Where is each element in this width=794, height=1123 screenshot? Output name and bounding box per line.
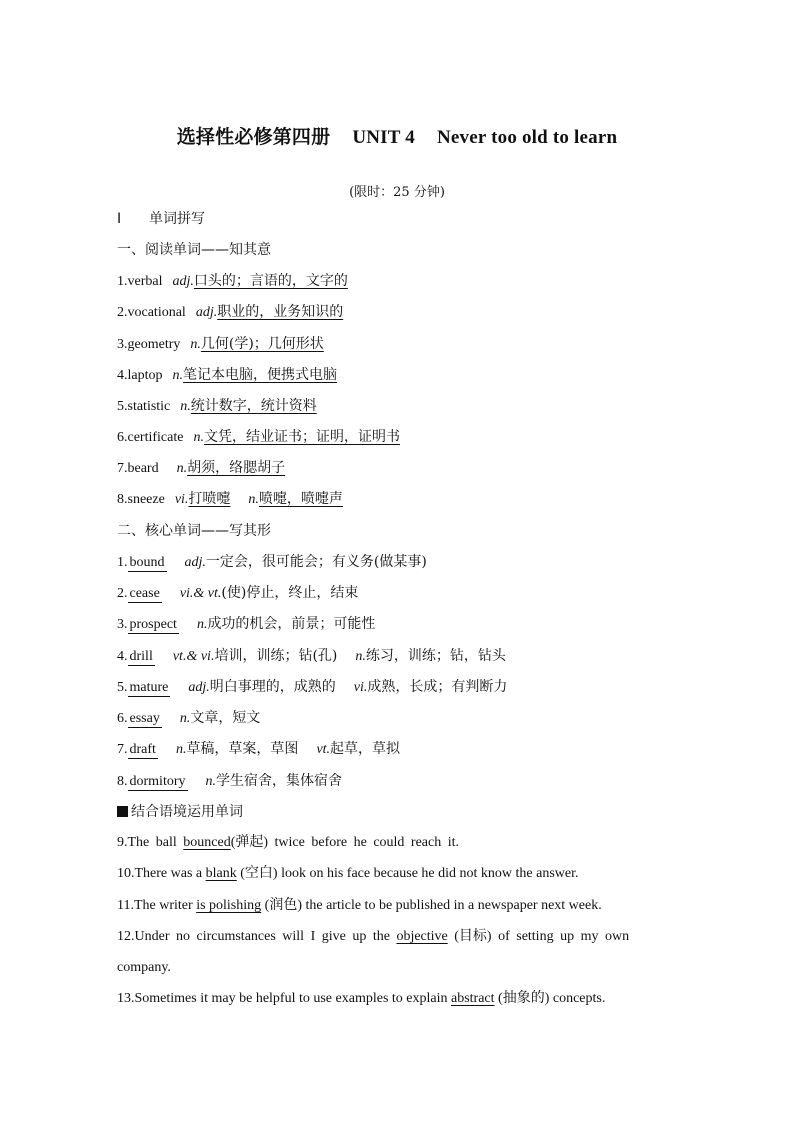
context-sentence [117,864,676,884]
meaning-answer: 打喷嚏 [188,491,231,507]
part-of-speech: vt. [316,742,331,757]
chinese-hint: (抽象的) [494,991,550,1006]
chinese-hint: (空白) [236,866,278,881]
word: certificate [127,430,184,445]
title-unit-name: Never too old to learn [436,127,618,148]
meaning-answer: 统计数字，统计资料 [190,398,317,414]
sentence-text: 12.Under no circumstances will I give up the [117,929,397,944]
reading-word-item [117,427,676,448]
part-of-speech: vi.& vt. [179,586,222,601]
part-of-speech: n. [175,742,187,757]
meaning: 草稿，草案，草图 [186,741,299,757]
meaning-answer: 职业的，业务知识的 [217,304,344,320]
sentence-answer: is polishing [196,898,262,913]
part-of-speech: n. [196,617,208,632]
sentence-text: 9.The ball [117,835,184,850]
core-word-item [117,552,676,573]
reading-word-item [117,302,676,323]
sentence-text: look on his face because he did not know the answer. [277,866,579,881]
meaning-answer: 笔记本电脑，便携式电脑 [183,367,337,383]
word-answer: cease [129,586,160,601]
word: verbal [127,274,163,289]
item-number: 5. [117,680,128,695]
sentence-text: concepts. [549,991,606,1006]
sentence-answer: abstract [451,991,495,1006]
item-number: 5. [117,399,128,414]
item-number: 2. [117,305,128,320]
item-number: 2. [117,586,128,601]
meaning: (使)停止，终止，结束 [221,585,359,601]
item-number: 3. [117,337,128,352]
item-number: 1. [117,274,128,289]
square-bullet-icon [117,806,128,817]
meaning: 成熟，长成；有判断力 [367,679,508,695]
part-of-speech: n. [248,492,259,507]
word: beard [127,461,159,476]
word-answer: essay [129,711,160,726]
meaning-answer: 几何(学)；几何形状 [200,336,324,352]
word: laptop [127,368,163,383]
word-answer: draft [129,742,156,757]
title-unit: UNIT 4 [352,127,415,148]
part-of-speech: n. [179,711,191,726]
part-of-speech: vt.& vi. [172,649,215,664]
meaning: 练习，训练；钻，钻头 [365,648,506,664]
word: sneeze [127,492,165,507]
meaning-answer: 胡须，络腮胡子 [187,460,286,476]
sentence-text: twice before he could reach it. [268,835,460,850]
part3-heading-label: 结合语境运用单词 [131,804,243,820]
word: geometry [127,337,181,352]
sentence-answer: objective [396,929,448,944]
context-sentence [117,833,676,853]
sentence-text: 11.The writer [117,898,197,913]
meaning: 一定会，很可能会；有义务(做某事) [205,554,427,570]
sentence-answer: blank [205,866,237,881]
meaning: 明白事理的，成熟的 [209,679,336,695]
item-number: 3. [117,617,128,632]
part-of-speech: n. [193,430,204,445]
meaning: 学生宿舍，集体宿舍 [216,773,342,789]
page-title [0,122,794,149]
reading-word-item [117,458,676,479]
item-number: 4. [117,649,128,664]
item-number: 7. [117,742,128,757]
context-sentence [117,896,676,916]
word-answer: prospect [129,617,177,632]
context-sentence-continued: company. [117,960,171,975]
chinese-hint: (目标) [447,929,492,944]
time-limit: (限时：25 分钟) [349,185,445,200]
word: statistic [127,399,171,414]
part-of-speech: n. [172,368,183,383]
meaning: 起草，草拟 [330,741,401,757]
sentence-text: 13.Sometimes it may be helpful to use examples to explain [117,991,451,1006]
core-word-item [117,771,676,792]
sentence-text: the article to be published in a newspaper next week. [301,898,602,913]
meaning: 培训，训练；钻(孔) [214,648,338,664]
word: vocational [127,305,186,320]
core-word-item [117,583,676,604]
context-sentence [117,989,676,1009]
chinese-hint: (弹起) [230,835,269,850]
sentence-text: of setting up my own [491,929,630,944]
item-number: 7. [117,461,128,476]
part-of-speech: adj. [172,274,194,289]
part-of-speech: n. [190,337,201,352]
meaning-answer: 喷嚏，喷嚏声 [258,491,343,507]
meaning-answer: 口头的；言语的，文字的 [193,273,348,289]
reading-word-item [117,271,676,292]
core-word-item [117,614,676,635]
core-word-item [117,739,676,760]
part-of-speech: n. [205,774,216,789]
reading-word-item [117,334,676,355]
part-of-speech: vi. [353,680,368,695]
reading-word-item [117,489,676,510]
part-of-speech: adj. [184,555,206,570]
chinese-hint: (润色) [261,898,302,913]
item-number: 6. [117,430,128,445]
word-answer: bound [129,555,165,570]
section-heading [117,209,676,229]
section-label: 单词拼写 [149,211,205,227]
item-number: 4. [117,368,128,383]
item-number: 8. [117,774,128,789]
sentence-answer: bounced [183,835,231,850]
word-answer: drill [129,649,153,664]
sentence-text: 10.There was a [117,866,206,881]
part-of-speech: vi. [174,492,189,507]
part-of-speech: n. [355,649,366,664]
context-sentence [117,927,676,947]
core-word-item [117,646,676,667]
word-answer: mature [129,680,169,695]
part3-heading [117,802,676,822]
meaning: 成功的机会，前景；可能性 [207,616,376,632]
part-of-speech: adj. [188,680,210,695]
part-of-speech: n. [176,461,188,476]
core-word-item [117,677,676,698]
section-roman-numeral: Ⅰ [117,211,122,227]
core-word-item [117,708,676,729]
meaning-answer: 文凭，结业证书；证明，证明书 [203,429,400,445]
part-of-speech: n. [180,399,191,414]
part1-heading: 一、阅读单词——知其意 [117,242,271,258]
part-of-speech: adj. [195,305,218,320]
part2-heading: 二、核心单词——写其形 [117,523,271,539]
item-number: 8. [117,492,128,507]
reading-word-item [117,396,676,417]
reading-word-item [117,365,676,386]
word-answer: dormitory [129,774,186,789]
title-cn: 选择性必修第四册 [176,126,331,148]
meaning: 文章，短文 [190,710,261,726]
item-number: 1. [117,555,128,570]
item-number: 6. [117,711,128,726]
